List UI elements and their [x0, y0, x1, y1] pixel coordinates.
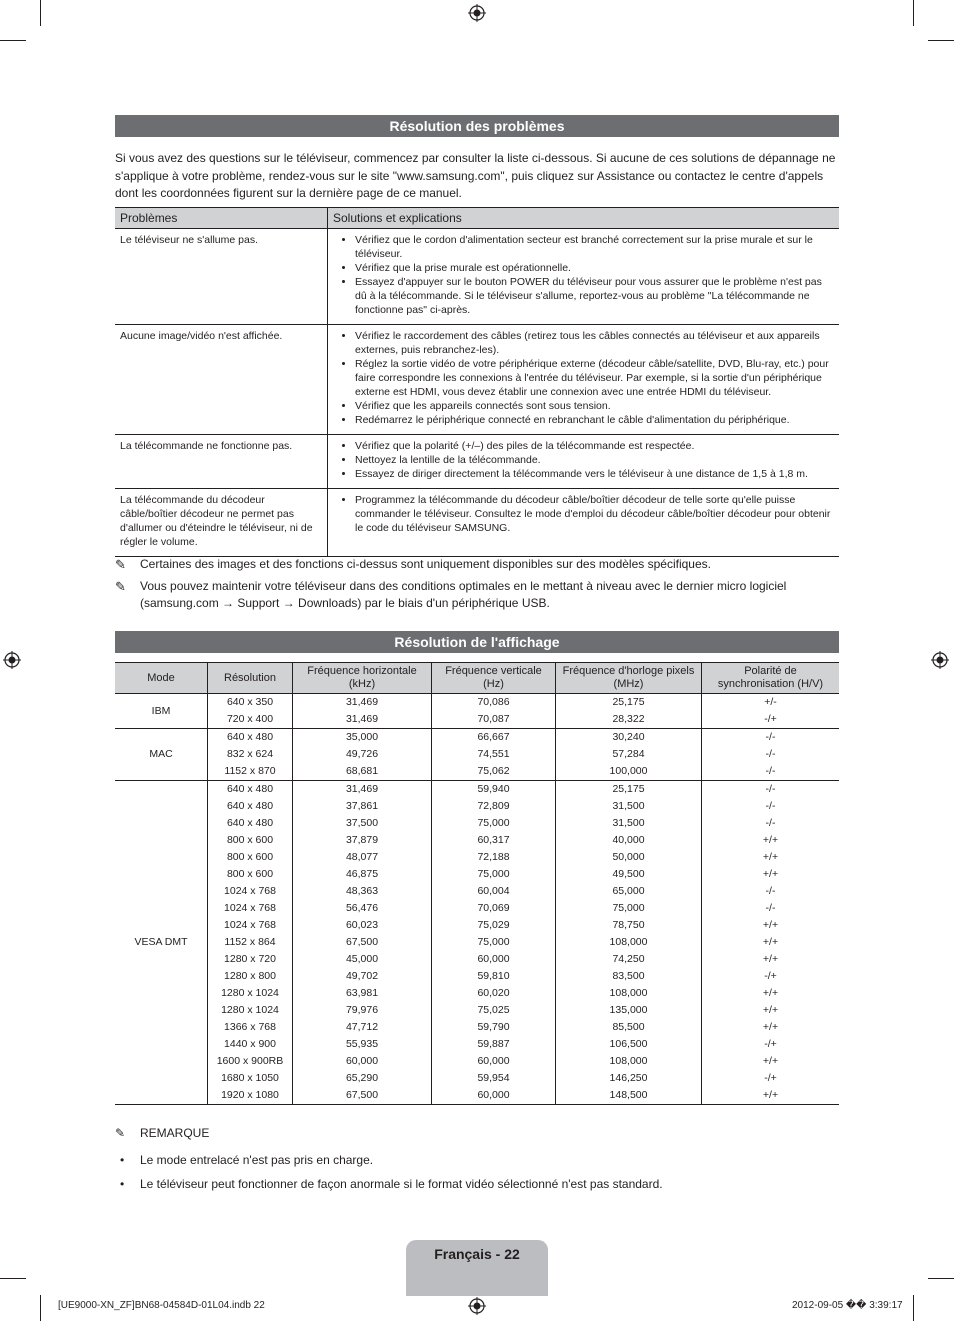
- solutions-cell: [328, 229, 840, 325]
- table-cell: 59,810: [432, 968, 556, 985]
- table-cell: 75,029: [432, 917, 556, 934]
- table-cell: +/+: [702, 849, 840, 866]
- table-cell: +/+: [702, 1002, 840, 1019]
- table-row: [115, 729, 839, 747]
- table-row: [115, 815, 839, 832]
- table-cell: 31,500: [556, 798, 702, 815]
- table-cell: 1366 x 768: [208, 1019, 293, 1036]
- table-cell: 70,087: [432, 711, 556, 729]
- remark-label: REMARQUE: [140, 1126, 210, 1140]
- problem-cell: La télécommande du décodeur câble/boîtier décodeur ne permet pas d'allumer ou d'éteindre le téléviseur, ni de régler le volume.: [115, 489, 328, 557]
- table-row: [115, 489, 839, 557]
- table-row: [115, 746, 839, 763]
- solution-item: • Vérifiez que les appareils connectés sont sous tension.: [355, 399, 834, 413]
- remark-text: Le téléviseur peut fonctionner de façon anormale si le format vidéo sélectionné n'est pas standard.: [140, 1177, 663, 1191]
- table-cell: 59,887: [432, 1036, 556, 1053]
- table-row: [115, 763, 839, 781]
- table-cell: 59,790: [432, 1019, 556, 1036]
- table-cell: 65,290: [293, 1070, 432, 1087]
- crop-mark: [913, 0, 914, 26]
- section-title-troubleshooting: Résolution des problèmes: [115, 115, 839, 137]
- table-cell: 35,000: [293, 729, 432, 747]
- table-cell: 59,954: [432, 1070, 556, 1087]
- remark-item: [115, 1152, 663, 1168]
- note-pencil-icon: ✎: [115, 1126, 126, 1140]
- table-cell: 75,062: [432, 763, 556, 781]
- table-row: [115, 917, 839, 934]
- table-row: [115, 781, 839, 799]
- table-header-row: [115, 663, 839, 694]
- table-cell: 1152 x 864: [208, 934, 293, 951]
- table-cell: 60,023: [293, 917, 432, 934]
- solution-item: • Vérifiez que le cordon d'alimentation secteur est branché correctement sur la prise murale et sur le téléviseur.: [355, 233, 834, 261]
- table-cell: 75,025: [432, 1002, 556, 1019]
- table-cell: 720 x 400: [208, 711, 293, 729]
- table-cell: 49,702: [293, 968, 432, 985]
- header-vertical-frequency: Fréquence verticale (Hz): [432, 663, 556, 694]
- table-cell: 60,317: [432, 832, 556, 849]
- table-row: [115, 951, 839, 968]
- table-row: [115, 832, 839, 849]
- table-cell: 1680 x 1050: [208, 1070, 293, 1087]
- page-number-tab: [406, 1240, 548, 1296]
- crop-mark: [928, 1278, 954, 1279]
- intro-paragraph: Si vous avez des questions sur le téléviseur, commencez par consulter la liste ci-dessous. Si aucune de ces solutions de dépannage ne s'applique à votre problème, rendez-vous sur le site "www.samsung.com", puis cliquez sur Assistance ou contactez le centre d'appels dont les coordonnées figurent sur la dernière page de ce manuel.: [115, 151, 836, 200]
- table-cell: 108,000: [556, 1053, 702, 1070]
- mode-cell: VESA DMT: [115, 781, 208, 1105]
- table-cell: 1152 x 870: [208, 763, 293, 781]
- table-cell: 85,500: [556, 1019, 702, 1036]
- solution-item: • Vérifiez que la polarité (+/–) des piles de la télécommande est respectée.: [355, 439, 834, 453]
- table-cell: 25,175: [556, 781, 702, 799]
- header-horizontal-frequency: Fréquence horizontale (kHz): [293, 663, 432, 694]
- solution-item: • Nettoyez la lentille de la télécommande.: [355, 453, 834, 467]
- table-cell: 75,000: [556, 900, 702, 917]
- table-cell: 640 x 480: [208, 781, 293, 799]
- table-header-row: [115, 208, 839, 229]
- table-cell: 67,500: [293, 1087, 432, 1105]
- problem-cell: Le téléviseur ne s'allume pas.: [115, 229, 328, 325]
- table-cell: 800 x 600: [208, 866, 293, 883]
- table-cell: 75,000: [432, 866, 556, 883]
- note-item: [115, 578, 839, 612]
- solutions-cell: [328, 325, 840, 435]
- table-cell: 45,000: [293, 951, 432, 968]
- registration-mark-icon: [3, 651, 21, 669]
- crop-mark: [40, 0, 41, 26]
- table-cell: 79,976: [293, 1002, 432, 1019]
- resolution-table: [115, 662, 839, 1105]
- table-cell: 1280 x 800: [208, 968, 293, 985]
- table-row: [115, 325, 839, 435]
- table-row: [115, 1036, 839, 1053]
- note-text: Certaines des images et des fonctions ci-dessus sont uniquement disponibles sur des modèles spécifiques.: [140, 557, 711, 571]
- table-cell: 37,879: [293, 832, 432, 849]
- bullet-icon: •: [120, 1153, 125, 1167]
- table-cell: 40,000: [556, 832, 702, 849]
- solution-item: • Redémarrez le périphérique connecté en rebranchant le câble d'alimentation du périphérique.: [355, 413, 834, 427]
- table-cell: -/-: [702, 815, 840, 832]
- header-sync-polarity: Polarité de synchronisation (H/V): [702, 663, 840, 694]
- table-cell: 30,240: [556, 729, 702, 747]
- table-cell: 74,250: [556, 951, 702, 968]
- table-cell: 47,712: [293, 1019, 432, 1036]
- problem-cell: Aucune image/vidéo n'est affichée.: [115, 325, 328, 435]
- table-cell: 60,004: [432, 883, 556, 900]
- table-cell: +/+: [702, 866, 840, 883]
- table-cell: 108,000: [556, 985, 702, 1002]
- table-cell: 146,250: [556, 1070, 702, 1087]
- table-cell: +/+: [702, 1019, 840, 1036]
- table-row: [115, 968, 839, 985]
- solution-item: • Programmez la télécommande du décodeur câble/boîtier décodeur de telle sorte qu'elle puisse commander le téléviseur. Consultez le mode d'emploi du décodeur câble/boîtier décodeur pour obtenir le code du téléviseur SAMSUNG.: [355, 493, 834, 535]
- table-row: [115, 1002, 839, 1019]
- header-solutions: Solutions et explications: [328, 208, 840, 229]
- table-cell: 65,000: [556, 883, 702, 900]
- header-mode: Mode: [115, 663, 208, 694]
- table-cell: 59,940: [432, 781, 556, 799]
- table-cell: +/+: [702, 985, 840, 1002]
- table-cell: 56,476: [293, 900, 432, 917]
- solutions-cell: [328, 489, 840, 557]
- table-cell: -/+: [702, 1070, 840, 1087]
- table-cell: 148,500: [556, 1087, 702, 1105]
- crop-mark: [0, 1278, 26, 1279]
- table-cell: +/+: [702, 917, 840, 934]
- table-cell: 1280 x 720: [208, 951, 293, 968]
- table-cell: -/-: [702, 798, 840, 815]
- remark: [115, 1126, 209, 1140]
- table-cell: 70,086: [432, 694, 556, 712]
- table-cell: 68,681: [293, 763, 432, 781]
- crop-mark: [0, 40, 26, 41]
- table-cell: -/-: [702, 781, 840, 799]
- solutions-cell: [328, 435, 840, 489]
- table-cell: 74,551: [432, 746, 556, 763]
- table-cell: 832 x 624: [208, 746, 293, 763]
- table-cell: 72,809: [432, 798, 556, 815]
- solution-item: • Vérifiez le raccordement des câbles (retirez tous les câbles connectés au téléviseur et aux appareils externes, puis rebranchez-les).: [355, 329, 834, 357]
- table-cell: 75,000: [432, 934, 556, 951]
- table-cell: 46,875: [293, 866, 432, 883]
- table-cell: +/-: [702, 694, 840, 712]
- table-cell: 640 x 350: [208, 694, 293, 712]
- table-cell: 1280 x 1024: [208, 1002, 293, 1019]
- table-cell: 49,726: [293, 746, 432, 763]
- table-cell: 63,981: [293, 985, 432, 1002]
- crop-mark: [913, 1295, 914, 1321]
- problem-cell: La télécommande ne fonctionne pas.: [115, 435, 328, 489]
- table-cell: -/-: [702, 763, 840, 781]
- table-cell: -/-: [702, 900, 840, 917]
- mode-cell: IBM: [115, 694, 208, 729]
- table-cell: -/-: [702, 883, 840, 900]
- table-cell: +/+: [702, 1087, 840, 1105]
- table-cell: 83,500: [556, 968, 702, 985]
- note-pencil-icon: ✎: [115, 557, 126, 572]
- registration-mark-icon: [468, 4, 486, 22]
- table-row: [115, 435, 839, 489]
- table-cell: 37,500: [293, 815, 432, 832]
- table-cell: 31,469: [293, 711, 432, 729]
- page-label: Français - 22: [434, 1246, 520, 1262]
- solution-item: • Essayez de diriger directement la télécommande vers le téléviseur à une distance de 1,5 à 1,8 m.: [355, 467, 834, 481]
- table-cell: 31,469: [293, 781, 432, 799]
- table-cell: +/+: [702, 951, 840, 968]
- mode-cell: MAC: [115, 729, 208, 781]
- table-cell: 66,667: [432, 729, 556, 747]
- section-title-display-resolution: Résolution de l'affichage: [115, 631, 839, 653]
- table-row: [115, 229, 839, 325]
- table-cell: 70,069: [432, 900, 556, 917]
- table-cell: 108,000: [556, 934, 702, 951]
- solution-item: • Essayez d'appuyer sur le bouton POWER du téléviseur pour vous assurer que le problème n'est pas dû à la télécommande. Si le téléviseur s'allume, reportez-vous au problème "La télécommande ne fonctionne pas" ci-après.: [355, 275, 834, 317]
- table-cell: 31,500: [556, 815, 702, 832]
- remark-list: [115, 1152, 663, 1200]
- notes: [115, 556, 839, 617]
- table-cell: 25,175: [556, 694, 702, 712]
- note-pencil-icon: ✎: [115, 579, 126, 594]
- table-cell: 106,500: [556, 1036, 702, 1053]
- table-cell: 640 x 480: [208, 798, 293, 815]
- table-row: [115, 883, 839, 900]
- table-cell: 60,000: [432, 1053, 556, 1070]
- header-pixel-clock: Fréquence d'horloge pixels (MHz): [556, 663, 702, 694]
- table-cell: 49,500: [556, 866, 702, 883]
- solution-item: • Vérifiez que la prise murale est opérationnelle.: [355, 261, 834, 275]
- table-cell: 37,861: [293, 798, 432, 815]
- table-row: [115, 849, 839, 866]
- table-cell: 48,077: [293, 849, 432, 866]
- table-row: [115, 1070, 839, 1087]
- registration-mark-icon: [931, 651, 949, 669]
- table-cell: 75,000: [432, 815, 556, 832]
- table-cell: 60,000: [293, 1053, 432, 1070]
- table-cell: +/+: [702, 934, 840, 951]
- table-cell: 1600 x 900RB: [208, 1053, 293, 1070]
- table-cell: 50,000: [556, 849, 702, 866]
- table-row: [115, 1087, 839, 1105]
- table-cell: 1920 x 1080: [208, 1087, 293, 1105]
- table-row: [115, 866, 839, 883]
- table-cell: -/-: [702, 729, 840, 747]
- table-cell: -/-: [702, 746, 840, 763]
- table-cell: 55,935: [293, 1036, 432, 1053]
- table-row: [115, 798, 839, 815]
- remark-text: Le mode entrelacé n'est pas pris en charge.: [140, 1153, 374, 1167]
- troubleshooting-table: [115, 207, 839, 557]
- table-cell: 67,500: [293, 934, 432, 951]
- table-cell: -/+: [702, 1036, 840, 1053]
- table-cell: 60,000: [432, 1087, 556, 1105]
- bullet-icon: •: [120, 1177, 125, 1191]
- table-row: [115, 985, 839, 1002]
- footer-date: 2012-09-05 �� 3:39:17: [792, 1300, 903, 1311]
- crop-mark: [928, 40, 954, 41]
- table-cell: 800 x 600: [208, 849, 293, 866]
- table-cell: 1024 x 768: [208, 883, 293, 900]
- table-cell: 31,469: [293, 694, 432, 712]
- table-cell: 78,750: [556, 917, 702, 934]
- header-problems: Problèmes: [115, 208, 328, 229]
- table-row: [115, 694, 839, 712]
- table-cell: 48,363: [293, 883, 432, 900]
- table-cell: 135,000: [556, 1002, 702, 1019]
- crop-mark: [40, 1295, 41, 1321]
- table-cell: 57,284: [556, 746, 702, 763]
- table-row: [115, 1053, 839, 1070]
- note-text: Vous pouvez maintenir votre téléviseur dans des conditions optimales en le mettant à niveau avec le dernier micro logiciel (samsung.com → Support → Downloads) par le biais d'un périphérique USB.: [140, 579, 787, 610]
- table-cell: 72,188: [432, 849, 556, 866]
- solution-item: • Réglez la sortie vidéo de votre périphérique externe (décodeur câble/satellite, DVD, Blu-ray, etc.) pour faire correspondre les connexions à l'entrée du téléviseur. Par exemple, si la sortie d'un périphérique externe est HDMI, vous devez établir une connexion avec une entrée HDMI du téléviseur.: [355, 357, 834, 399]
- header-resolution: Résolution: [208, 663, 293, 694]
- table-cell: +/+: [702, 1053, 840, 1070]
- table-cell: 100,000: [556, 763, 702, 781]
- table-cell: -/+: [702, 711, 840, 729]
- table-cell: 1440 x 900: [208, 1036, 293, 1053]
- table-row: [115, 900, 839, 917]
- remark-item: [115, 1176, 663, 1192]
- table-cell: 1280 x 1024: [208, 985, 293, 1002]
- table-row: [115, 1019, 839, 1036]
- table-cell: 640 x 480: [208, 815, 293, 832]
- registration-mark-icon: [468, 1297, 486, 1315]
- table-row: [115, 711, 839, 729]
- table-cell: 60,000: [432, 951, 556, 968]
- table-row: [115, 934, 839, 951]
- table-cell: 1024 x 768: [208, 900, 293, 917]
- footer-file: [UE9000-XN_ZF]BN68-04584D-01L04.indb 22: [58, 1300, 265, 1311]
- note-item: [115, 556, 839, 573]
- table-cell: 28,322: [556, 711, 702, 729]
- table-cell: 1024 x 768: [208, 917, 293, 934]
- table-cell: +/+: [702, 832, 840, 849]
- table-cell: 800 x 600: [208, 832, 293, 849]
- table-cell: -/+: [702, 968, 840, 985]
- table-cell: 640 x 480: [208, 729, 293, 747]
- table-cell: 60,020: [432, 985, 556, 1002]
